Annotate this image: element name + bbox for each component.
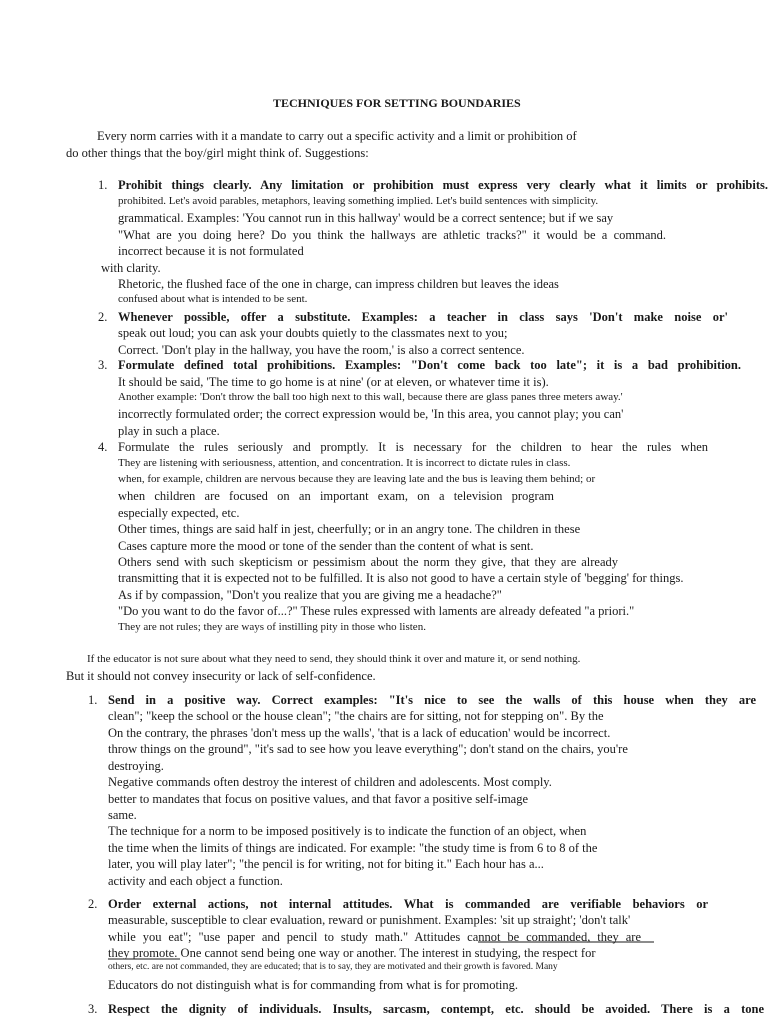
item-heading: Formulate the rules seriously and promptly. It is necessary for the children to hear the rules when — [118, 440, 708, 454]
item-line: with clarity. — [101, 261, 161, 275]
item-line: Correct. 'Don't play in the hallway, you have the room,' is also a correct sentence. — [118, 343, 525, 357]
item-line: throw things on the ground", "it's sad to see how you leave everything"; don't stand on the chairs, you're — [108, 742, 628, 756]
item-line: while you eat"; "use paper and pencil to study math." Attitudes cannot be commanded, they are — [108, 930, 641, 944]
item-heading: Whenever possible, offer a substitute. Examples: a teacher in class says 'Don't make noise or' — [118, 310, 728, 324]
item-line: incorrectly formulated order; the correct expression would be, 'In this area, you cannot play; you can' — [118, 407, 624, 421]
item-line: later, you will play later"; "the pencil is for writing, not for biting it." Each hour has a... — [108, 857, 544, 871]
item-number: 1. — [98, 178, 108, 192]
item-line: prohibited. Let's avoid parables, metaphors, leaving something implied. Let's build sentences with simplicity. — [118, 195, 599, 207]
item-line: same. — [108, 808, 137, 822]
item-line: confused about what is intended to be sent. — [118, 293, 308, 305]
item-line: They are not rules; they are ways of instilling pity in those who listen. — [118, 621, 426, 633]
item-line: As if by compassion, "Don't you realize that you are giving me a headache?" — [118, 588, 502, 602]
item-line: Negative commands often destroy the interest of children and adolescents. Most comply. — [108, 775, 552, 789]
item-heading: Order external actions, not internal attitudes. What is commanded are verifiable behaviors or — [108, 897, 708, 911]
item-number: 2. — [88, 897, 98, 911]
item-line: Rhetoric, the flushed face of the one in charge, can impress children but leaves the ideas — [118, 277, 559, 291]
item-number: 1. — [88, 693, 98, 707]
bridge-line: But it should not convey insecurity or lack of self-confidence. — [66, 669, 376, 683]
item-line: transmitting that it is expected not to be fulfilled. It is also not good to have a certain style of 'begging' for things. — [118, 571, 684, 585]
item-line: Another example: 'Don't throw the ball too high next to this wall, because there are glass panes three meters away.' — [118, 391, 623, 403]
item-heading: Respect the dignity of individuals. Insults, sarcasm, contempt, etc. should be avoided. There is a tone — [108, 1002, 764, 1016]
item-line: measurable, susceptible to clear evaluation, reward or punishment. Examples: 'sit up straight'; 'don't talk' — [108, 913, 631, 927]
item-line: the time when the limits of things are indicated. For example: "the study time is from 6 to 8 of the — [108, 841, 598, 855]
item-line: "Do you want to do the favor of...?" These rules expressed with laments are already defeated "a priori." — [118, 604, 635, 618]
item-number: 3. — [88, 1002, 98, 1016]
item-line: Cases capture more the mood or tone of the sender than the content of what is sent. — [118, 539, 534, 553]
item-line: Others send with such skepticism or pessimism about the norm they give, that they are already — [118, 555, 618, 569]
item-line: activity and each object a function. — [108, 874, 283, 888]
item-line: Other times, things are said half in jest, cheerfully; or in an angry tone. The children in these — [118, 522, 581, 536]
item-line: The technique for a norm to be imposed positively is to indicate the function of an object, when — [108, 824, 587, 838]
item-line: It should be said, 'The time to go home is at nine' (or at eleven, or whatever time it is). — [118, 375, 549, 389]
item-line: grammatical. Examples: 'You cannot run in this hallway' would be a correct sentence; but if we say — [118, 211, 614, 225]
intro-line: do other things that the boy/girl might think of. Suggestions: — [66, 146, 369, 160]
item-line: They are listening with seriousness, attention, and concentration. It is incorrect to dictate rules in class. — [118, 457, 571, 469]
item-line: play in such a place. — [118, 424, 220, 438]
item-line: clean"; "keep the school or the house clean"; "the chairs are for sitting, not for stepping on". By the — [108, 709, 604, 723]
item-line: when, for example, children are nervous because they are leaving late and the bus is leaving them behind; or — [118, 473, 596, 485]
item-heading: Formulate defined total prohibitions. Examples: "Don't come back too late"; it is a bad prohibition. — [118, 358, 741, 372]
item-line: speak out loud; you can ask your doubts quietly to the classmates next to you; — [118, 326, 508, 340]
item-line: On the contrary, the phrases 'don't mess up the walls', 'that is a lack of education' would be incorrect. — [108, 726, 611, 740]
item-line: others, etc. are not commanded, they are educated; that is to say, they are motivated and their growth is favored. Many — [108, 962, 558, 972]
item-line: Educators do not distinguish what is for commanding from what is for promoting. — [108, 978, 519, 992]
item-heading: Prohibit things clearly. Any limitation or prohibition must express very clearly what it limits or prohibits. — [118, 178, 768, 192]
item-number: 2. — [98, 310, 108, 324]
item-line: when children are focused on an important exam, on a television program — [118, 489, 554, 503]
item-heading: Send in a positive way. Correct examples: "It's nice to see the walls of this house when they are — [108, 693, 756, 707]
item-line: "What are you doing here? Do you think the hallways are athletic tracks?" it would be a command. — [118, 228, 666, 242]
bridge-line: If the educator is not sure about what they need to send, they should think it over and mature it, or send nothing. — [87, 653, 581, 665]
item-number: 4. — [98, 440, 108, 454]
item-line: they promote. One cannot send being one way or another. The interest in studying, the respect for — [108, 946, 596, 960]
page-title: TECHNIQUES FOR SETTING BOUNDARIES — [273, 96, 521, 110]
item-line: destroying. — [108, 759, 164, 773]
item-line: especially expected, etc. — [118, 506, 240, 520]
item-number: 3. — [98, 358, 108, 372]
item-line: incorrect because it is not formulated — [118, 244, 304, 258]
intro-line: Every norm carries with it a mandate to carry out a specific activity and a limit or prohibition of — [97, 129, 577, 143]
item-line: better to mandates that focus on positive values, and that favor a positive self-image — [108, 792, 529, 806]
